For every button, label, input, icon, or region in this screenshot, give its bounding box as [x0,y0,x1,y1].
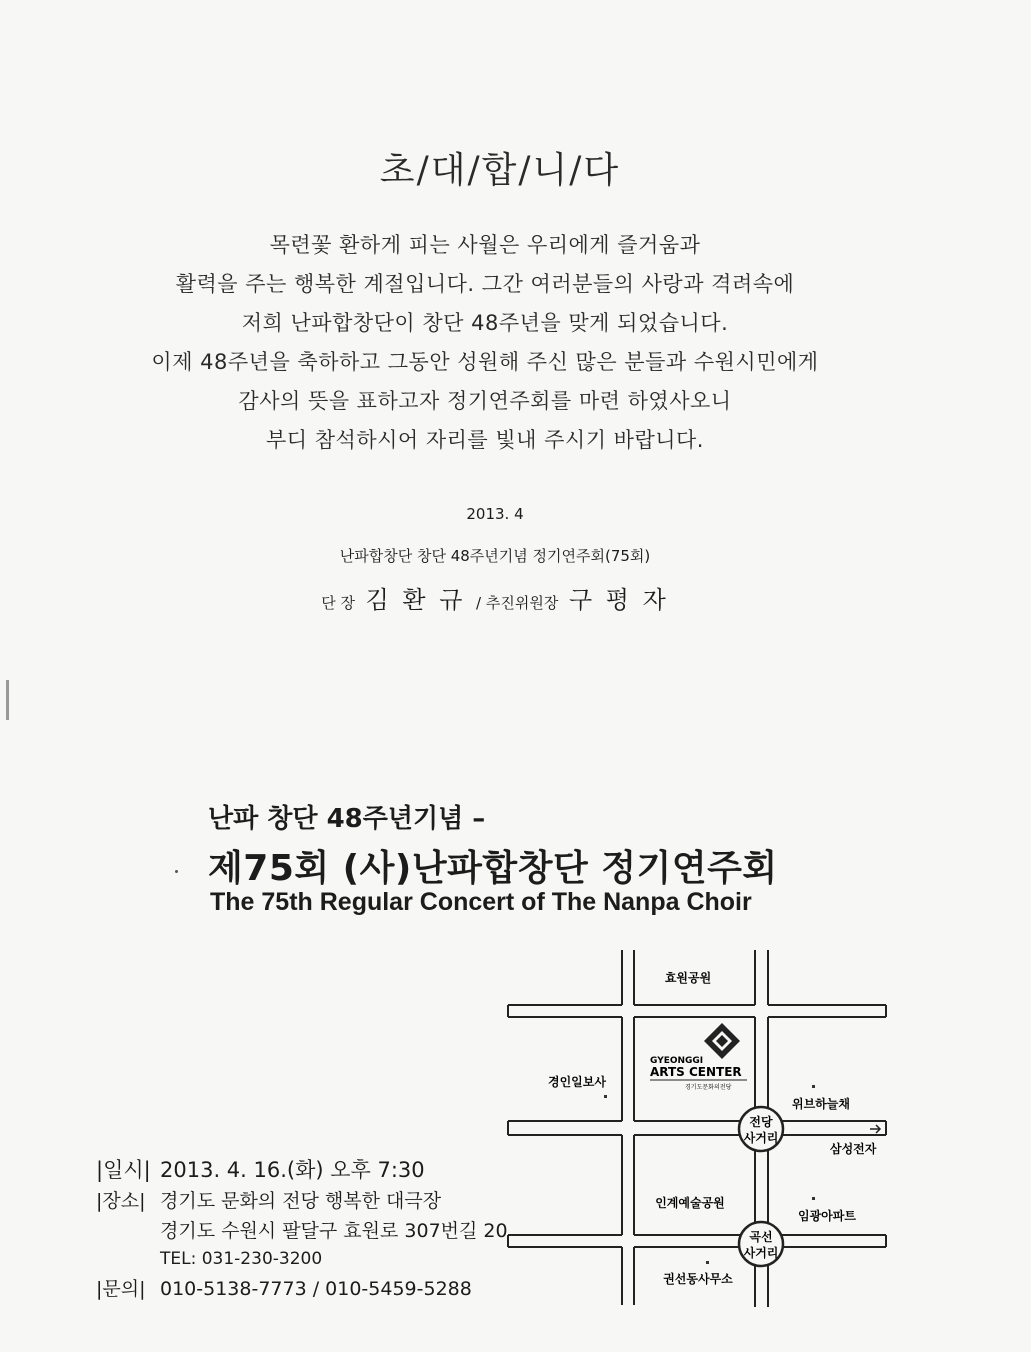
label-apartment2: 임광아파트 [798,1209,856,1223]
label-samsung: 삼성전자 [830,1142,877,1156]
arts-center-logo-icon [704,1023,740,1059]
info-venue [96,1186,441,1216]
invitation-date: 2013. 4 [466,505,524,523]
info-tel: TEL: 031-230-3200 [160,1249,323,1269]
info-contact [96,1274,472,1304]
body-line: 감사의 뜻을 표하고자 정기연주회를 마련 하였사오니 [238,389,732,413]
body-line: 활력을 주는 행복한 계절입니다. 그간 여러분들의 사랑과 격려속에 [175,272,795,296]
signatory-name-1: 김 환 규 [365,586,466,614]
road-segment [508,1005,886,1017]
intersection2-line1: 곡선 [749,1230,773,1244]
info-contact-value: 010-5138-7773 / 010-5459-5288 [160,1278,472,1300]
signatory-name-2: 구 평 자 [568,586,669,614]
road-segment [755,950,768,1005]
intersection1-line1: 전당 [749,1115,773,1129]
marker-apartment2 [812,1197,815,1200]
page-title: 초/대/합/니/다 [379,150,621,191]
info-contact-label: |문의| [96,1278,146,1300]
road-segment [622,950,634,1005]
scan-edge-mark [6,680,9,720]
body-line: 이제 48주년을 축하하고 그동안 성원해 주신 많은 분들과 수원시민에게 [151,350,819,374]
marker-office [706,1261,709,1264]
road-segment [508,1235,886,1247]
info-venue-label: |장소| [96,1190,146,1212]
body-line: 부디 참석하시어 자리를 빛내 주시기 바랍니다. [266,428,704,452]
marker-apartment1 [812,1085,815,1088]
location-map [500,945,900,1315]
info-address: 경기도 수원시 팔달구 효원로 307번길 20 [160,1220,508,1242]
body-line: 저희 난파합창단이 창단 48주년을 맞게 되었습니다. [241,311,729,335]
label-apartment1: 위브하늘채 [792,1097,850,1111]
main-heading: 제75회 (사)난파합창단 정기연주회 [208,848,778,889]
info-date-label: |일시| [96,1158,151,1182]
label-park-mid: 인계예술공원 [655,1196,725,1210]
invitation-body [0,226,970,460]
intersection2-line2: 사거리 [743,1246,779,1260]
info-date-value: 2013. 4. 16.(화) 오후 7:30 [160,1158,425,1182]
road-segment [622,1135,634,1235]
signatory-title-2: / 추진위원장 [476,594,559,612]
english-heading: The 75th Regular Concert of The Nanpa Choir [210,888,752,916]
sub-heading: 난파 창단 48주년기념 – [208,804,486,834]
info-venue-value: 경기도 문화의 전당 행복한 대극장 [160,1190,442,1212]
logo-line2: ARTS CENTER [650,1065,742,1079]
info-date [96,1155,425,1185]
logo-line1: GYEONGGI [650,1056,704,1066]
label-park-top: 효원공원 [664,971,712,985]
body-line: 목련꽃 환하게 피는 사월은 우리에게 즐거움과 [269,233,701,257]
concert-label: 난파합창단 창단 48주년기념 정기연주회(75회) [339,547,651,565]
scan-dot [175,870,178,873]
road-segment [622,1017,634,1121]
arrow-right-icon [870,1125,880,1133]
road-segment [508,1121,886,1135]
label-newspaper: 경인일보사 [548,1075,606,1089]
intersection1-line2: 사거리 [743,1131,779,1145]
road-segment [755,1145,768,1227]
road-segment [622,1247,634,1305]
map-roads [508,950,886,1307]
road-segment [755,1017,768,1110]
label-office: 권선동사무소 [663,1272,733,1286]
signatories [0,580,990,615]
marker-newspaper [604,1095,607,1098]
road-segment [755,1261,768,1307]
logo-line3: 경기도문화의전당 [685,1084,732,1091]
signatory-title-1: 단 장 [321,594,355,612]
